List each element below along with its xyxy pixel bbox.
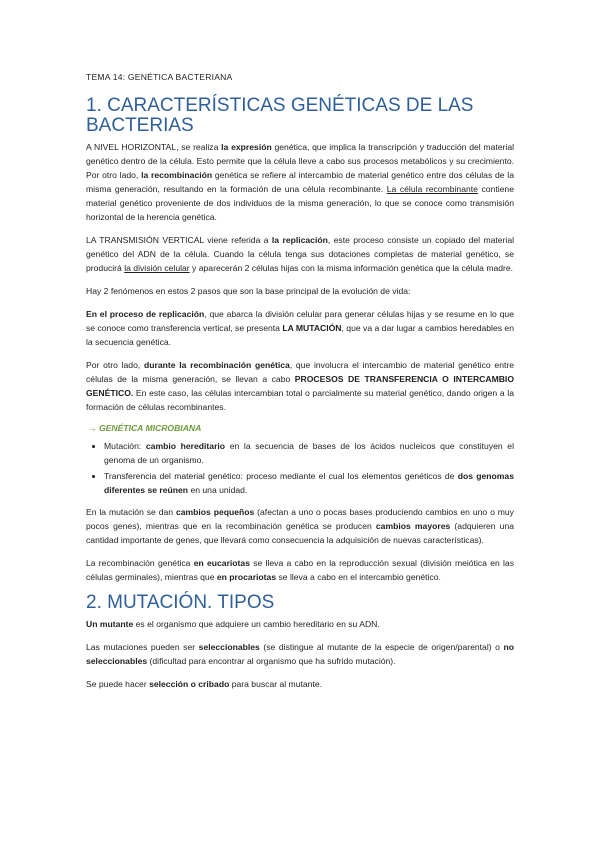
paragraph-mutant: Un mutante es el organismo que adquiere un cambio hereditario en su ADN. [86,618,380,629]
list-item: • Mutación: cambio hereditario en la secuencia de bases de los ácidos nucleicos que constituyen el genoma de un organismo. [104,439,514,467]
paragraph-recombination: Por otro lado, durante la recombinación genética, que involucra el intercambio de material genético entre células de la misma generación, se llevan a cabo PROCESOS DE TRANSFERENCIA O INTERCAMBIO GENÉTICO. En este caso, las células intercambian total o parcialmente su material genético, dando origen a la formación de células recombinantes. [86,359,515,412]
paragraph-phenomena: Hay 2 fenómenos en estos 2 pasos que son la base principal de la evolución de vida: [86,285,411,296]
paragraph-mutation-types: Las mutaciones pueden ser seleccionables (se distingue al mutante de la especie de origen/parental) o no seleccionables (dificultad para encontrar al organismo que ha sufrido mutación). [86,641,514,666]
paragraph-eukaryotes: La recombinación genética en eucariotas se lleva a cabo en la reproducción sexual (división meiótica en las células germinales), mientras que en procariotas se lleva a cabo en el intercambio genético. [86,557,515,582]
paragraph-horizontal: A NIVEL HORIZONTAL, se realiza la expresión genética, que implica la transcripción y traducción del material genético dentro de la célula. Esto permite que la célula lleve a cabo sus procesos metabólicos y su crecimiento. Por otro lado, la recombinación genética se refiere al intercambio de material genético entre dos células de la misma generación, resultando en la formación de una célula recombinante. La célula recombinante contiene material genético proveniente de dos individuos de la misma generación, lo que se conoce como transmisión horizontal de la herencia genética. [86,141,515,222]
paragraph-vertical: LA TRANSMISIÓN VERTICAL viene referida a la replicación, este proceso consiste un copiado del material genético del ADN de la célula. Cuando la célula tenga sus dotaciones completas de material genético, se producirá la división celular y aparecerán 2 células hijas con la misma información genética que la célula madre. [86,234,515,273]
paragraph-changes: En la mutación se dan cambios pequeños (afectan a uno o pocas bases produciendo cambios en uno o muy pocos genes), mientras que en la recombinación genética se producen cambios mayores (adquieren una cantidad importante de genes, que llevará como consecuencia la adquisición de nuevas características). [86,506,515,545]
bullet-list [86,439,514,497]
paragraph-selection: Se puede hacer selección o cribado para buscar al mutante. [86,678,323,689]
list-item: • Transferencia del material genético: proceso mediante el cual los elementos genéticos de dos genomas diferentes se reúnen en una unidad. [104,469,514,497]
topic-title: TEMA 14: GENÉTICA BACTERIANA [86,72,233,82]
section-2-heading: 2. MUTACIÓN. TIPOS [86,591,275,613]
paragraph-replication: En el proceso de replicación, que abarca la división celular para generar células hijas y se resume en lo que se conoce como transferencia vertical, se presenta LA MUTACIÓN, que va a dar lugar a cambios heredables en la secuencia genética. [86,308,514,347]
subheading-microbial-genetics: → GENÉTICA MICROBIANA [88,422,202,433]
section-1-heading: 1. CARACTERÍSTICAS GENÉTICAS DE LAS BACTERIAS [86,95,474,136]
